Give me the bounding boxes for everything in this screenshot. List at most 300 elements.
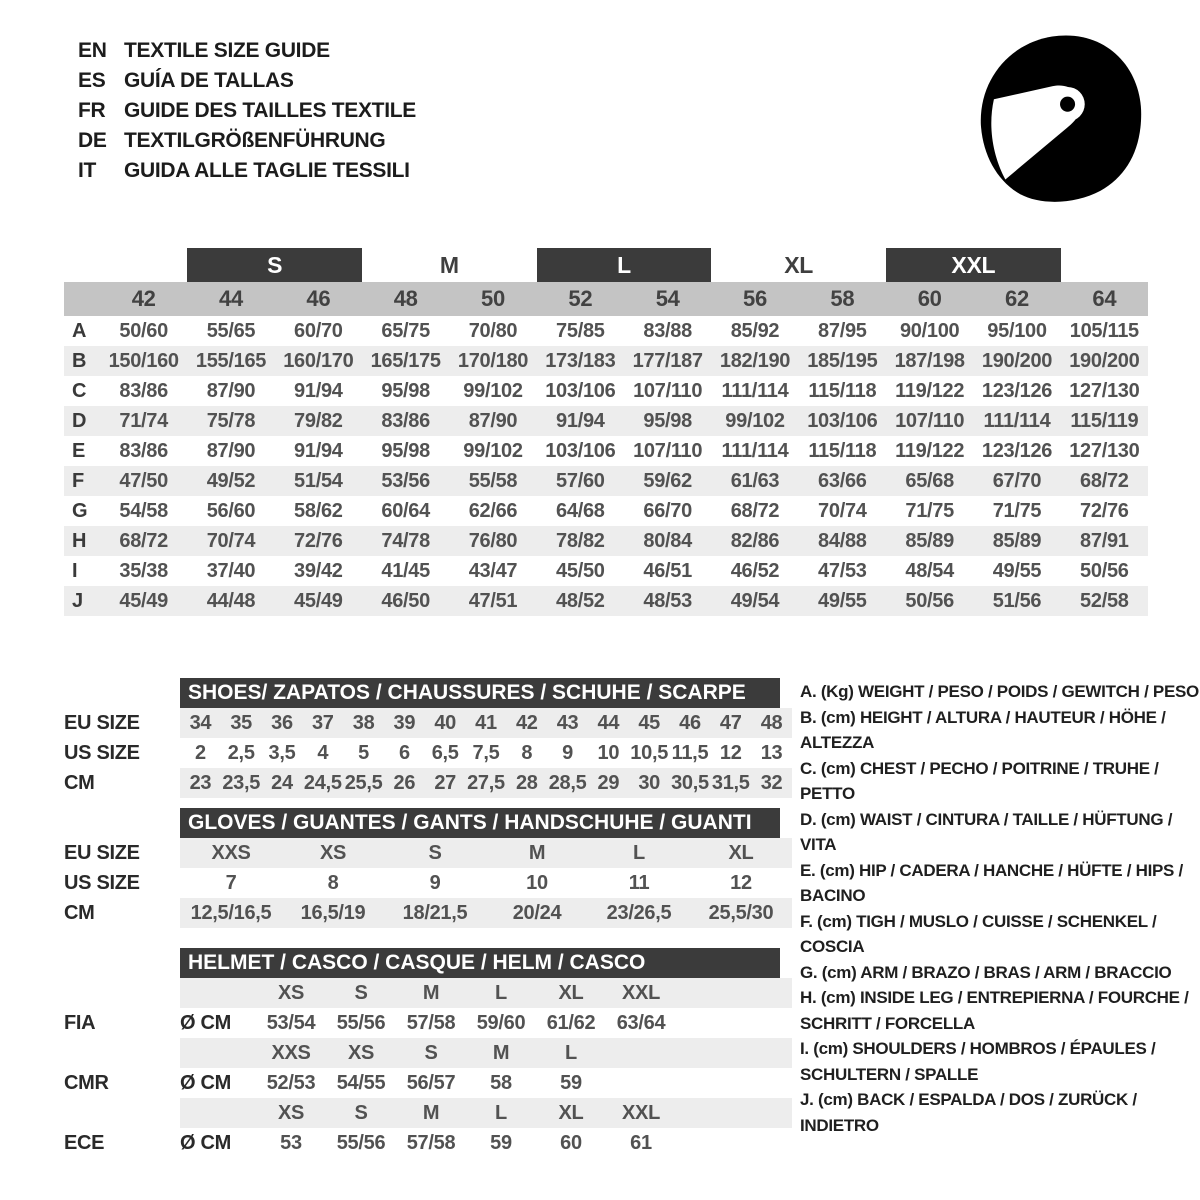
helmet-value-cell: 57/58	[406, 1011, 456, 1034]
size-value-cell: 123/126	[981, 379, 1053, 402]
size-value-cell: 80/84	[643, 529, 692, 552]
value-cell: 38	[352, 711, 375, 734]
language-row	[78, 96, 416, 126]
value-cell: 40	[434, 711, 456, 734]
value-cell: 28,5	[548, 771, 587, 794]
spacer	[676, 1128, 792, 1158]
helmet-size-header: M	[422, 981, 440, 1004]
value-cell: 8	[521, 741, 533, 764]
row-cells	[180, 708, 792, 738]
size-value-cell: 49/52	[206, 469, 256, 492]
helmet-value-cell: 54/55	[336, 1071, 386, 1094]
row-cells	[180, 838, 792, 868]
spacer	[64, 808, 180, 838]
table-row-d	[64, 406, 1148, 436]
diameter-cm-label: Ø CM	[180, 1011, 232, 1034]
size-value-cell: 41/45	[381, 559, 430, 582]
size-value-cell: 187/198	[894, 349, 965, 372]
size-value-cell: 99/102	[463, 379, 523, 402]
helmet-size-header: S	[424, 1041, 438, 1064]
value-cell: M	[528, 841, 546, 864]
main-size-table	[64, 248, 1148, 616]
size-value-cell: 65/75	[381, 319, 430, 342]
size-value-cell: 47/50	[119, 469, 168, 492]
size-value-cell: 170/180	[457, 349, 529, 372]
helmet-value-cell: 53/54	[266, 1011, 316, 1034]
helmet-size-header: XXS	[271, 1041, 311, 1064]
size-value-cell: 85/89	[905, 529, 954, 552]
legend-item: G. (cm) ARM / BRAZO / BRAS / ARM / BRACCIO	[800, 962, 1172, 982]
helmet-value-cell: 61/62	[546, 1011, 596, 1034]
legend-item: B. (cm) HEIGHT / ALTURA / HAUTEUR / HÖHE / ALTEZZA	[800, 707, 1166, 752]
size-value-cell: 111/114	[721, 439, 789, 462]
size-value-cell: 75/78	[206, 409, 256, 432]
value-cell: 25,5/30	[708, 901, 774, 924]
helmet-value-cell: 55/56	[336, 1131, 386, 1154]
size-value-cell: 64/68	[556, 499, 605, 522]
size-value-cell: 115/118	[808, 439, 877, 462]
size-value-cell: 67/70	[992, 469, 1042, 492]
size-value-cell: 155/165	[195, 349, 267, 372]
value-cell: S	[428, 841, 442, 864]
table-row-g	[64, 496, 1148, 526]
value-cell: 42	[515, 711, 538, 734]
size-value-cell: 66/70	[643, 499, 692, 522]
row-cells	[180, 1038, 792, 1068]
size-value-cell: 49/55	[818, 589, 867, 612]
size-value-cell: 45/49	[294, 589, 343, 612]
spacer	[64, 678, 180, 708]
language-label: TEXTILGRÖßENFÜHRUNG	[124, 129, 386, 152]
value-cell: 13	[760, 741, 783, 764]
helmet-size-header: XS	[277, 1101, 305, 1124]
size-value-cell: 95/98	[643, 409, 692, 432]
table-row-f	[64, 466, 1148, 496]
row-cells	[180, 738, 792, 768]
value-cell: 27	[434, 771, 456, 794]
size-value-cell: 45/49	[119, 589, 168, 612]
language-code: ES	[78, 69, 106, 92]
legend-item: A. (Kg) WEIGHT / PESO / POIDS / GEWITCH / PESO	[800, 682, 1199, 701]
language-list	[78, 36, 416, 186]
diameter-cm-label: Ø CM	[180, 1131, 232, 1154]
language-row	[78, 126, 416, 156]
size-value-cell: 105/115	[1069, 319, 1139, 342]
size-value-cell: 87/90	[206, 439, 256, 462]
value-cell: 10	[526, 871, 548, 894]
size-value-cell: 53/56	[381, 469, 430, 492]
size-value-cell: 83/86	[381, 409, 430, 432]
size-value-cell: 78/82	[556, 529, 605, 552]
size-value-cell: 103/106	[807, 409, 878, 432]
size-value-cell: 107/110	[633, 379, 703, 402]
size-column-header: 60	[917, 286, 942, 311]
helmet-size-header: L	[565, 1041, 577, 1064]
size-value-cell: 91/94	[294, 379, 343, 402]
helmet-value-cell: 61	[630, 1131, 652, 1154]
helmet-value-cell: 56/57	[406, 1071, 456, 1094]
value-cell: 30	[638, 771, 660, 794]
size-value-cell: 79/82	[294, 409, 343, 432]
size-value-cell: 84/88	[818, 529, 867, 552]
helmet-value-cell	[606, 1068, 676, 1098]
size-value-cell: 76/80	[468, 529, 518, 552]
value-cell: 31,5	[711, 771, 750, 794]
value-cell: L	[633, 841, 645, 864]
standard-label: CMR	[64, 1071, 109, 1094]
value-cell: 7,5	[472, 741, 500, 764]
size-value-cell: 123/126	[981, 439, 1053, 462]
size-value-cell: 87/90	[468, 409, 518, 432]
spacer	[64, 248, 100, 282]
size-group-header-row	[64, 248, 1148, 282]
size-value-cell: 190/200	[981, 349, 1053, 372]
helmet-value-cell: 58	[490, 1071, 512, 1094]
value-cell: XS	[319, 841, 347, 864]
value-cell: 6,5	[431, 741, 459, 764]
row-label: US SIZE	[64, 871, 140, 894]
size-value-cell: 46/51	[643, 559, 692, 582]
size-value-cell: 185/195	[807, 349, 878, 372]
size-value-cell: 49/55	[992, 559, 1042, 582]
value-cell: 18/21,5	[402, 901, 468, 924]
value-cell: 23/26,5	[606, 901, 672, 924]
row-letter: B	[72, 349, 87, 372]
size-value-cell: 95/98	[381, 439, 430, 462]
row-cells	[180, 868, 792, 898]
helmet-size-header: L	[495, 981, 507, 1004]
legend-item: H. (cm) INSIDE LEG / ENTREPIERNA / FOURCHE / SCHRITT / FORCELLA	[800, 988, 1189, 1033]
size-value-cell: 48/53	[643, 589, 692, 612]
size-column-header: 52	[568, 286, 593, 311]
row-label: EU SIZE	[64, 841, 140, 864]
helmet-size-header: M	[422, 1101, 440, 1124]
size-value-cell: 83/86	[119, 439, 168, 462]
spacer	[64, 1098, 180, 1128]
size-column-header: 44	[219, 286, 243, 311]
row-cells	[180, 768, 792, 798]
size-value-cell: 59/62	[643, 469, 692, 492]
spacer	[64, 978, 180, 1008]
size-value-cell: 107/110	[633, 439, 703, 462]
size-value-cell: 83/88	[643, 319, 692, 342]
legend-item: C. (cm) CHEST / PECHO / POITRINE / TRUHE / PETTO	[800, 758, 1159, 803]
size-value-cell: 57/60	[556, 469, 605, 492]
row-letter: E	[72, 439, 86, 462]
size-value-cell: 99/102	[463, 439, 523, 462]
value-cell: 5	[358, 741, 369, 764]
value-cell: 25,5	[344, 771, 383, 794]
value-cell: 11,5	[671, 741, 709, 764]
size-value-cell: 70/80	[468, 319, 518, 342]
size-column-header: 56	[743, 286, 767, 311]
value-cell: 48	[760, 711, 783, 734]
value-cell: 10,5	[630, 741, 669, 764]
diameter-cm-label: Ø CM	[180, 1071, 232, 1094]
size-value-cell: 74/78	[381, 529, 430, 552]
row-cells	[180, 898, 792, 928]
size-value-cell: 37/40	[206, 559, 256, 582]
size-value-cell: 49/54	[730, 589, 780, 612]
value-cell: 39	[393, 711, 416, 734]
size-value-cell: 71/75	[992, 499, 1042, 522]
value-cell: 16,5/19	[300, 901, 366, 924]
table-row-c	[64, 376, 1148, 406]
helmet-value-cell: 52/53	[266, 1071, 316, 1094]
row-cells	[180, 1098, 792, 1128]
standard-label: FIA	[64, 1011, 96, 1034]
value-cell: 45	[638, 711, 660, 734]
size-value-cell: 87/90	[206, 379, 256, 402]
legend-item: J. (cm) BACK / ESPALDA / DOS / ZURÜCK / INDIETRO	[800, 1090, 1137, 1135]
helmet-value-cell: 59	[490, 1131, 512, 1154]
size-value-cell: 63/66	[818, 469, 867, 492]
value-cell: 11	[628, 871, 650, 894]
row-letter: I	[72, 559, 78, 582]
size-value-cell: 91/94	[556, 409, 605, 432]
size-value-cell: 99/102	[725, 409, 785, 432]
size-column-header: 62	[1005, 286, 1029, 311]
size-value-cell: 54/58	[119, 499, 168, 522]
row-label: CM	[64, 901, 95, 924]
spacer	[676, 978, 792, 1008]
language-code: DE	[78, 129, 107, 152]
helmet-value-cell: 57/58	[406, 1131, 456, 1154]
helmet-value-cell: 59/60	[476, 1011, 526, 1034]
size-value-cell: 111/114	[721, 379, 789, 402]
size-value-cell: 35/38	[119, 559, 168, 582]
size-value-cell: 52/58	[1080, 589, 1129, 612]
size-value-cell: 87/95	[818, 319, 867, 342]
size-value-cell: 111/114	[983, 409, 1051, 432]
value-cell: 23	[189, 771, 212, 794]
helmet-value-cell: 63/64	[616, 1011, 666, 1034]
value-cell: 4	[317, 741, 329, 764]
language-label: GUIDA ALLE TAGLIE TESSILI	[124, 159, 410, 182]
size-value-cell: 48/54	[905, 559, 954, 582]
size-value-cell: 70/74	[818, 499, 867, 522]
size-value-cell: 165/175	[370, 349, 441, 372]
spacer	[180, 978, 256, 1008]
legend-item: F. (cm) TIGH / MUSLO / CUISSE / SCHENKEL / COSCIA	[800, 911, 1157, 956]
size-value-cell: 83/86	[119, 379, 168, 402]
helmet-size-header: S	[354, 1101, 368, 1124]
size-value-cell: 47/51	[468, 589, 518, 612]
table-row-i	[64, 556, 1148, 586]
row-label: US SIZE	[64, 741, 140, 764]
value-cell: 28	[515, 771, 538, 794]
value-cell: 12	[730, 871, 752, 894]
size-value-cell: 43/47	[468, 559, 518, 582]
language-code: EN	[78, 39, 107, 62]
spacer	[676, 1098, 792, 1128]
size-value-cell: 90/100	[899, 319, 960, 342]
size-group-xl: XL	[784, 251, 814, 278]
racing-helmet-icon	[966, 24, 1156, 204]
value-cell: 24,5	[303, 771, 342, 794]
value-cell: 32	[760, 771, 783, 794]
size-value-cell: 95/100	[987, 319, 1047, 342]
row-cells	[180, 1068, 792, 1098]
size-value-cell: 107/110	[895, 409, 965, 432]
value-cell: 3,5	[268, 741, 296, 764]
size-value-cell: 46/50	[381, 589, 430, 612]
size-value-cell: 68/72	[1080, 469, 1129, 492]
size-value-cell: 119/122	[895, 439, 965, 462]
size-value-cell: 91/94	[294, 439, 343, 462]
legend-item: D. (cm) WAIST / CINTURA / TAILLE / HÜFTUNG / VITA	[800, 809, 1173, 854]
value-cell: 43	[556, 711, 579, 734]
value-cell: 12,5/16,5	[190, 901, 272, 924]
helmet-size-header: L	[495, 1101, 507, 1124]
row-cells	[180, 1008, 792, 1038]
size-value-cell: 68/72	[730, 499, 780, 522]
legend-item: E. (cm) HIP / CADERA / HANCHE / HÜFTE / HIPS / BACINO	[800, 860, 1183, 905]
size-value-cell: 50/56	[1080, 559, 1129, 582]
size-value-cell: 190/200	[1069, 349, 1140, 372]
size-value-cell: 70/74	[206, 529, 256, 552]
size-value-cell: 51/56	[992, 589, 1042, 612]
size-value-cell: 58/62	[294, 499, 343, 522]
size-value-cell: 60/64	[381, 499, 430, 522]
size-value-cell: 103/106	[545, 379, 616, 402]
value-cell: 20/24	[512, 901, 562, 924]
size-value-cell: 45/50	[556, 559, 605, 582]
size-value-cell: 82/86	[730, 529, 780, 552]
size-value-cell: 47/53	[818, 559, 867, 582]
row-label: CM	[64, 771, 95, 794]
standard-label: ECE	[64, 1131, 105, 1154]
value-cell: 29	[597, 771, 620, 794]
value-cell: XXS	[211, 841, 251, 864]
size-column-header: 48	[393, 286, 418, 311]
size-value-cell: 71/74	[119, 409, 168, 432]
value-cell: 30,5	[671, 771, 709, 794]
spacer	[100, 248, 187, 282]
row-letter: C	[72, 379, 87, 402]
measurement-legend	[800, 679, 1200, 1138]
row-letter: D	[72, 409, 87, 432]
helmet-size-header	[606, 1038, 676, 1068]
size-value-cell: 182/190	[719, 349, 791, 372]
helmet-value-cell: 53	[280, 1131, 302, 1154]
size-column-header: 54	[655, 286, 680, 311]
size-value-cell: 177/187	[632, 349, 703, 372]
value-cell: 2,5	[227, 741, 255, 764]
table-row-a	[64, 316, 1148, 346]
size-value-cell: 71/75	[905, 499, 954, 522]
value-cell: 35	[230, 711, 253, 734]
value-cell: 46	[679, 711, 701, 734]
size-group-xxl: XXL	[886, 248, 1061, 282]
size-value-cell: 173/183	[545, 349, 616, 372]
size-value-cell: 115/119	[1070, 409, 1139, 432]
row-letter: G	[72, 499, 88, 522]
value-cell: XL	[728, 841, 754, 864]
spacer	[64, 1038, 180, 1068]
table-row-b	[64, 346, 1148, 376]
size-value-cell: 50/56	[905, 589, 954, 612]
language-label: TEXTILE SIZE GUIDE	[124, 39, 330, 62]
helmet-value-cell: 59	[560, 1071, 582, 1094]
size-value-cell: 150/160	[108, 349, 179, 372]
language-row	[78, 36, 416, 66]
size-value-cell: 44/48	[206, 589, 256, 612]
value-cell: 24	[271, 771, 293, 794]
size-column-header: 46	[306, 286, 331, 311]
spacer	[676, 1008, 792, 1038]
size-value-cell: 75/85	[556, 319, 605, 342]
spacer	[64, 948, 180, 978]
size-group-l: L	[537, 248, 712, 282]
value-cell: 8	[327, 871, 339, 894]
row-cells	[180, 1128, 792, 1158]
size-value-cell: 95/98	[381, 379, 430, 402]
value-cell: 6	[398, 741, 410, 764]
spacer	[676, 1038, 792, 1068]
value-cell: 9	[429, 871, 441, 894]
size-value-cell: 85/92	[730, 319, 780, 342]
value-cell: 7	[225, 871, 237, 894]
row-cells	[180, 978, 792, 1008]
language-row	[78, 66, 416, 96]
row-letter: F	[72, 469, 84, 492]
value-cell: 26	[393, 771, 416, 794]
value-cell: 36	[271, 711, 293, 734]
language-code: IT	[78, 159, 97, 182]
size-column-header: 64	[1092, 286, 1117, 311]
value-cell: 23,5	[222, 771, 261, 794]
value-cell: 12	[719, 741, 742, 764]
value-cell: 44	[597, 711, 620, 734]
size-value-cell: 160/170	[283, 349, 354, 372]
value-cell: 41	[475, 711, 497, 734]
helmet-size-header: XL	[558, 981, 584, 1004]
helmet-title: HELMET / CASCO / CASQUE / HELM / CASCO	[180, 948, 780, 978]
size-value-cell: 39/42	[294, 559, 343, 582]
value-cell: 10	[597, 741, 620, 764]
size-group-s: S	[187, 248, 362, 282]
shoes-title: SHOES/ ZAPATOS / CHAUSSURES / SCHUHE / SCARPE	[180, 678, 780, 708]
helmet-size-header: S	[354, 981, 368, 1004]
row-letter: H	[72, 529, 87, 552]
row-label: EU SIZE	[64, 711, 140, 734]
size-value-cell: 68/72	[119, 529, 168, 552]
helmet-value-cell: 60	[560, 1131, 582, 1154]
size-value-cell: 72/76	[294, 529, 343, 552]
table-row-e	[64, 436, 1148, 466]
size-value-cell: 103/106	[545, 439, 616, 462]
size-value-cell: 85/89	[992, 529, 1042, 552]
size-value-cell: 56/60	[206, 499, 256, 522]
size-value-cell: 127/130	[1069, 439, 1140, 462]
spacer	[180, 1098, 256, 1128]
size-value-cell: 127/130	[1069, 379, 1140, 402]
size-value-cell: 65/68	[905, 469, 954, 492]
size-column-header: 58	[830, 286, 855, 311]
helmet-value-cell: 55/56	[336, 1011, 386, 1034]
size-group-m: M	[439, 251, 459, 278]
helmet-size-header: XXL	[622, 1101, 660, 1124]
size-column-header: 50	[481, 286, 505, 311]
language-row	[78, 156, 416, 186]
value-cell: 37	[311, 711, 334, 734]
table-row-h	[64, 526, 1148, 556]
size-value-cell: 50/60	[119, 319, 168, 342]
language-code: FR	[78, 99, 106, 122]
size-value-cell: 119/122	[895, 379, 965, 402]
spacer	[64, 282, 100, 316]
